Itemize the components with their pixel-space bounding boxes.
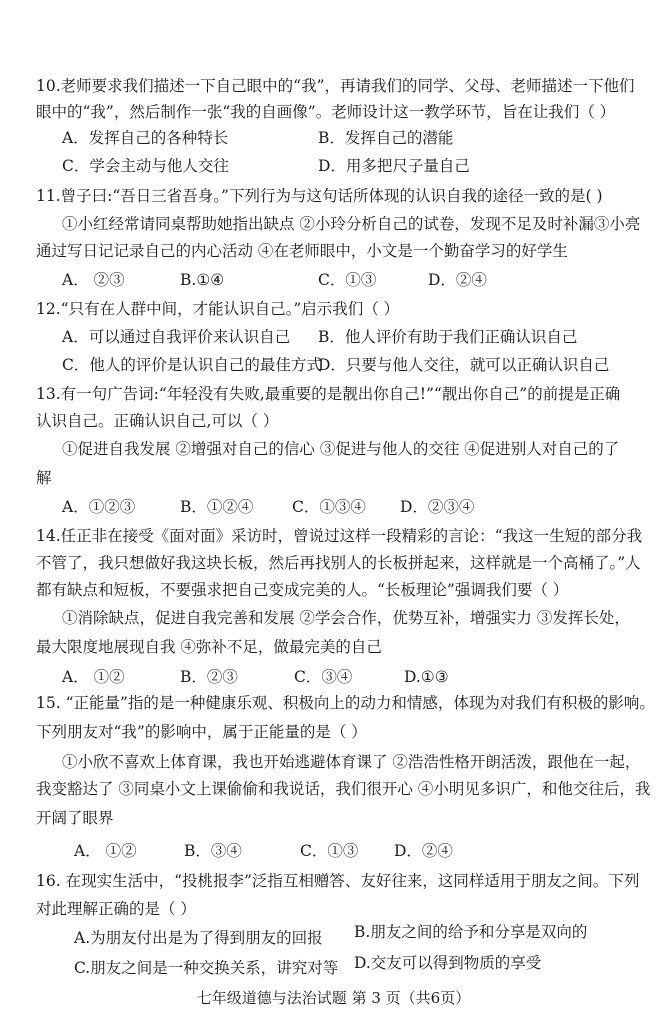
q14-line-3: 都有缺点和短板，不要强求把自己变成完美的人。“长板理论”强调我们要（ ） (36, 581, 569, 599)
q14-line-1: 14.任正非在接受《面对面》采访时，曾说过这样一段精彩的言论：“我这一生短的部分我 (36, 527, 643, 545)
q14-option-a: A． ①② (62, 668, 125, 686)
q16-option-a: A.为朋友付出是为了得到朋友的回报 (74, 929, 323, 947)
q10-option-b: B．发挥自己的潜能 (318, 129, 454, 147)
q11-option-a: A． ②③ (62, 271, 125, 289)
q13-option-b: B．①②④ (180, 498, 254, 516)
q14-line-5: 最大限度地展现自我 ④弥补不足，做最完美的自己 (36, 638, 382, 656)
q10-line-1: 10.老师要求我们描述一下自己眼中的“我”，再请我们的同学、父母、老师描述一下他们 (36, 77, 635, 95)
q12-line-1: 12.“只有在人群中间，才能认识自己。”启示我们（ ） (36, 300, 400, 318)
q11-line-1: 11.曾子曰:“吾日三省吾身。”下列行为与这句话所体现的认识自我的途径一致的是( ) (36, 187, 603, 205)
q11-option-d: D．②④ (428, 271, 487, 289)
q16-line-1: 16. 在现实生活中，“投桃报李”泛指互相赠答、友好往来，这同样适用于朋友之间。下列 (36, 872, 640, 890)
q14-line-4: ①消除缺点，促进自我完善和发展 ②学会合作，优势互补，增强实力 ③发挥长处， (62, 609, 630, 627)
q14-option-b: B．②③ (180, 668, 238, 686)
q14-line-2: 不管了，我只想做好我这块长板，然后再找别人的长板拼起来，这样就是一个高桶了。”人 (36, 554, 641, 572)
q15-line-3: ①小欣不喜欢上体育课，我也开始逃避体育课了 ②浩浩性格开朗活泼，跟他在一起， (62, 753, 641, 771)
q15-line-2: 下列朋友对“我”的影响中，属于正能量的是（ ） (36, 723, 367, 741)
q12-option-b: B．他人评价有助于我们正确认识自己 (318, 328, 578, 346)
q10-option-d: D．用多把尺子量自己 (318, 157, 470, 175)
q15-line-1: 15. “正能量”指的是一种健康乐观、积极向上的动力和情感，体现为对我们有积极的影响。 (36, 694, 655, 712)
q11-option-c: C．①③ (318, 271, 377, 289)
q12-option-d: D．只要与他人交往，就可以正确认识自己 (318, 356, 610, 374)
q11-option-b: B.①④ (180, 271, 225, 289)
q13-line-2: 认识自己。正确认识自己,可以（ ） (36, 412, 279, 430)
q10-option-c: C．学会主动与他人交往 (62, 157, 229, 175)
q11-line-2: ①小红经常请同桌帮助她指出缺点 ②小玲分析自己的试卷，发现不足及时补漏③小亮 (62, 215, 641, 233)
q15-line-4: 我变豁达了 ③同桌小文上课偷偷和我说话，我们很开心 ④小明见多识广，和他交往后，我 (36, 780, 651, 798)
q16-option-c: C.朋友之间是一种交换关系，讲究对等 (74, 959, 339, 977)
q13-option-d: D．②③④ (400, 498, 475, 516)
q16-option-b: B.朋友之间的给予和分享是双向的 (354, 923, 588, 941)
q10-option-a: A．发挥自己的各种特长 (62, 129, 229, 147)
page-footer: 七年级道德与法治试题 第 3 页（共6页） (196, 989, 471, 1007)
q13-line-1: 13.有一句广告词:“年轻没有失败,最重要的是靓出你自己!”“靓出你自己”的前提是正确 (36, 385, 621, 403)
q12-option-a: A．可以通过自我评价来认识自己 (62, 328, 291, 346)
q10-line-2: 眼中的“我”，然后制作一张“我的自画像”。老师设计这一教学环节，旨在让我们（ ） (36, 103, 616, 121)
q13-line-3: ①促进自我发展 ②增强对自己的信心 ③促进与他人的交往 ④促进别人对自己的了 (62, 440, 620, 458)
q11-line-3: 通过写日记记录自己的内心活动 ④在老师眼中，小文是一个勤奋学习的好学生 (36, 242, 568, 260)
q13-option-a: A．①②③ (62, 498, 136, 516)
q12-option-c: C．他人的评价是认识自己的最佳方式 (62, 356, 322, 374)
q16-option-d: D.交友可以得到物质的享受 (354, 954, 542, 972)
q14-option-d: D.①③ (404, 668, 449, 686)
q13-line-4: 解 (36, 469, 52, 487)
q15-option-a: A． ①② (74, 842, 137, 860)
q14-option-c: C．③④ (294, 668, 353, 686)
q16-line-2: 对此理解正确的是（ ） (36, 900, 196, 918)
q15-line-5: 开阔了眼界 (36, 809, 114, 827)
q13-option-c: C．①③④ (292, 498, 366, 516)
q15-option-b: B．③④ (184, 842, 242, 860)
q15-option-c: C．①③ (300, 842, 359, 860)
q15-option-d: D．②④ (394, 842, 453, 860)
